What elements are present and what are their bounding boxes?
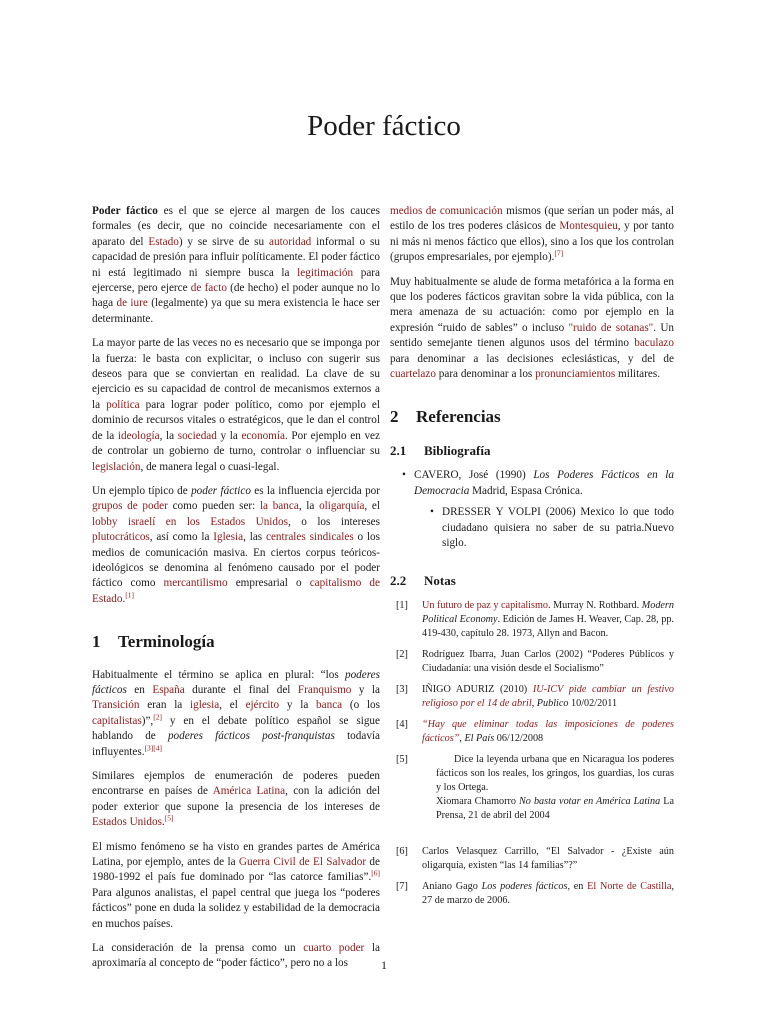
link-pronunciamientos[interactable]: pronunciamientos xyxy=(535,368,616,381)
text: IÑIGO ADURIZ (2010) xyxy=(422,683,533,695)
link-banca[interactable]: banca xyxy=(316,699,343,712)
link-guerra-civil-el-salvador[interactable]: Guerra Civil de El Salvador xyxy=(238,856,367,869)
text: Aniano Gago xyxy=(422,880,482,892)
text: . xyxy=(122,592,126,605)
text: Madrid, Espasa Crónica. xyxy=(469,484,583,497)
citation-7[interactable]: [7] xyxy=(554,248,564,258)
section-title: Referencias xyxy=(416,407,501,427)
text: informal o su capacidad de presión para influir políticamente. El poder fáctico ni está legitimado ni siempre busca la xyxy=(92,235,380,279)
text: Un ejemplo típico de xyxy=(92,484,192,497)
link-centrales-sindicales[interactable]: centrales sindicales xyxy=(265,531,354,544)
link-iglesia-2[interactable]: iglesia xyxy=(190,699,220,712)
citation-3-4[interactable]: [3][4] xyxy=(144,742,163,752)
bold-term: Poder fáctico xyxy=(92,205,158,217)
text: y la xyxy=(279,699,317,712)
note-marker: [6] xyxy=(396,845,408,857)
italic-text: poderes fácticos xyxy=(92,668,380,696)
text: , de manera legal o cuasi-legal. xyxy=(140,460,280,473)
text: , las xyxy=(243,531,266,544)
terminologia-paragraph-3 xyxy=(92,840,380,932)
text: o los medios de comunicación masiva. En ciertos corpus teóricos-ideológicos se denomina al fenómeno causado por el poder fáctico como xyxy=(92,531,380,590)
section-heading-terminologia xyxy=(92,632,380,652)
link-oligarquia[interactable]: oligarquía xyxy=(319,500,365,513)
text: , xyxy=(531,697,537,709)
notes-list xyxy=(390,599,674,908)
text: , con la adición del poder exterior que supone la presencia de los intereses de xyxy=(92,785,380,813)
link-capitalismo-de-estado[interactable]: capitalismo de Estado xyxy=(92,577,380,605)
text: para denominar a los xyxy=(435,368,536,381)
citation-1[interactable]: [1] xyxy=(125,590,134,600)
right-column xyxy=(390,204,674,915)
subsection-heading-notas xyxy=(390,573,674,588)
link-medios-de-comunicacion[interactable]: medios de comunicación xyxy=(390,205,503,217)
text: , la xyxy=(159,429,178,442)
note-item xyxy=(390,599,674,641)
link-espana[interactable]: España xyxy=(152,683,185,696)
note-marker: [1] xyxy=(396,599,408,611)
link-politica[interactable]: política xyxy=(106,398,140,411)
terminologia-paragraph-2 xyxy=(92,769,380,831)
link-montesquieu[interactable]: Montesquieu xyxy=(559,220,618,233)
text: , 27 de marzo de 2006. xyxy=(422,880,674,906)
subsection-title: Notas xyxy=(424,573,456,589)
link-sociedad[interactable]: sociedad xyxy=(177,429,217,442)
note-item xyxy=(390,683,674,711)
link-autoridad[interactable]: autoridad xyxy=(269,235,312,248)
link-transicion[interactable]: Transición xyxy=(92,699,140,712)
quote-text: Dice la leyenda urbana que en Nicaragua los poderes fácticos son los reales, los gringos, los guardias, los curas y los Ortega. xyxy=(436,753,674,793)
link-futuro-de-paz[interactable]: Un futuro de paz y capitalismo xyxy=(422,599,548,611)
text: La Prensa, 21 de abril del 2004 xyxy=(436,795,674,821)
section-heading-referencias xyxy=(390,407,674,427)
text: es la influencia ejercida por xyxy=(250,484,381,497)
continued-paragraph xyxy=(390,204,674,266)
text: (o los xyxy=(342,699,381,712)
text: de 1980-1992 el país fue dominado por “las catorce familias”. xyxy=(92,856,380,884)
note-item xyxy=(390,753,674,823)
italic-text: El País xyxy=(464,732,495,744)
text: Similares ejemplos de enumeración de poderes pueden encontrarse en países de xyxy=(92,770,380,798)
link-iglesia[interactable]: Iglesia xyxy=(213,531,244,544)
note-item xyxy=(390,845,674,873)
text: La consideración de la prensa como un xyxy=(92,942,304,955)
text: . Un sentido semejante tienen algunos usos del término xyxy=(390,321,674,350)
text: Habitualmente el término se aplica en plural: “los xyxy=(92,668,345,681)
link-la-banca[interactable]: la banca xyxy=(259,500,299,513)
text: y en el debate político español se sigue hablando de xyxy=(92,714,380,743)
note-item xyxy=(390,648,674,676)
text: es el que se ejerce al margen de los cauces formales (es decir, que no coincide necesariamente con el aparato del xyxy=(92,205,381,248)
subsection-title: Bibliografía xyxy=(424,442,491,458)
intro-paragraph-3 xyxy=(92,484,380,607)
text: Carlos Velasquez Carrillo, “El Salvador - ¿Existe aún oligarquía, existen “las 14 familias”?” xyxy=(422,845,674,871)
section-title: Terminología xyxy=(118,632,215,652)
link-capitalistas[interactable]: capitalistas xyxy=(92,714,142,727)
note-item xyxy=(390,880,674,908)
text: Para algunos analistas, el papel central que juega los “poderes fácticos” pone en duda la solidez y estabilidad de la democracia en muchos países. xyxy=(92,886,380,930)
link-franquismo[interactable]: Franquismo xyxy=(297,683,352,696)
text: 06/12/2008 xyxy=(494,732,544,744)
italic-text: Los poderes fácticos xyxy=(481,880,568,892)
text: para lograr poder político, como por ejemplo el dominio de recursos vitales o estratégicos, que le dan el control de la xyxy=(92,398,381,442)
text: 10/02/2011 xyxy=(568,697,618,709)
text: la aproximaría al concepto de “poder fáctico”, pero no a los xyxy=(92,942,380,970)
text: DRESSER Y VOLPI (2006) Mexico lo que todo ciudadano quisiera no saber de su patria.Nuevo siglo. xyxy=(442,506,674,549)
page-number: 1 xyxy=(381,958,387,972)
text: ) y se sirve de su xyxy=(178,235,270,248)
text: . xyxy=(161,816,165,829)
link-de-facto[interactable]: de facto xyxy=(190,282,227,295)
link-ideologia[interactable]: ideología xyxy=(117,429,160,442)
text: , el xyxy=(219,699,246,712)
bibliography-item xyxy=(430,505,674,551)
note-item xyxy=(390,718,674,746)
text: mismos (que serían un poder más, al estilo de los tres poderes clásicos de xyxy=(390,205,674,233)
text: , el xyxy=(364,500,380,513)
text: para ejercerse, pero ejerce xyxy=(92,266,380,295)
citation-6[interactable]: [6] xyxy=(371,868,380,878)
italic-text: poder fáctico xyxy=(191,484,251,497)
link-plutocraticos[interactable]: plutocráticos xyxy=(92,531,150,544)
text: en xyxy=(126,683,153,696)
link-de-iure[interactable]: de iure xyxy=(116,297,148,310)
italic-text: No basta votar en América Latina xyxy=(519,795,661,807)
link-america-latina[interactable]: América Latina xyxy=(212,785,286,798)
link-cuartelazo[interactable]: cuartelazo xyxy=(390,368,436,381)
text: CAVERO, José (1990) xyxy=(414,469,534,482)
link-baculazo[interactable]: baculazo xyxy=(634,337,674,350)
intro-paragraph-2 xyxy=(92,336,380,475)
text: . Edición de James H. Weaver, Cap. 28, pp. 419-430, capítulo 28. 1973, Allyn and Bacon. xyxy=(422,613,674,639)
text: El mismo fenómeno se ha visto en grandes partes de América Latina, por ejemplo, antes de la xyxy=(92,840,380,869)
text: (legalmente) ya que su mera existencia le hace ser determinante. xyxy=(92,297,381,325)
link-iu-icv-festivo[interactable]: IU-ICV pide cambiar un festivo religioso por el 14 de abril xyxy=(422,683,674,709)
note-marker: [2] xyxy=(396,648,408,660)
intro-paragraph-1 xyxy=(92,204,380,327)
text: , y por tanto ni más ni menos fáctico que ellos), sino a los que los controlan (grupos empresariales, por ejemplo). xyxy=(390,220,674,264)
note-marker: [5] xyxy=(396,753,408,765)
text: Xiomara Chamorro xyxy=(436,795,520,807)
text: La mayor parte de las veces no es necesario que se imponga por la fuerza: le basta con explicitar, o incluso con sugerir sus deseos para que se conviertan en realidad. La clave de su ejercicio es su capacidad de control de mecanismos externos a la xyxy=(92,337,380,411)
text: (de hecho) el poder aunque no lo haga xyxy=(92,282,380,310)
text: , o los intereses xyxy=(287,515,380,528)
text: empresarial o xyxy=(227,577,310,590)
section-number: 2 xyxy=(390,407,399,427)
bibliography-item xyxy=(402,468,674,551)
bibliography-list xyxy=(390,468,674,551)
italic-text: Publico xyxy=(536,697,569,709)
text: . Murray N. Rothbard. xyxy=(548,599,642,611)
text: . Por ejemplo en vez de controlar un gobierno de turno, controlar o influenciar su xyxy=(92,429,380,458)
text: y la xyxy=(216,429,242,442)
link-estado[interactable]: Estado xyxy=(148,235,179,248)
italic-text: Los Poderes Fácticos en la Democracia xyxy=(414,469,674,497)
text: todavía influyentes. xyxy=(92,730,380,758)
text: , en xyxy=(567,880,588,892)
note-marker: [7] xyxy=(396,880,408,892)
text: militares. xyxy=(615,368,660,381)
text: eran la xyxy=(139,699,191,712)
nested-bibliography-list xyxy=(414,505,674,551)
italic-text: Modern Political Economy xyxy=(422,599,674,625)
text: durante el final del xyxy=(184,683,298,696)
citation-5[interactable]: [5] xyxy=(164,813,174,823)
link-eliminar-imposiciones[interactable]: “Hay que eliminar todas las imposiciones de poderes fácticos” xyxy=(422,718,674,744)
link-mercantilismo[interactable]: mercantilismo xyxy=(163,577,228,590)
citation-2[interactable]: [2] xyxy=(153,712,162,722)
page-title: Poder fáctico xyxy=(307,110,461,142)
link-cuarto-poder[interactable]: cuarto poder xyxy=(303,942,365,955)
link-legislacion[interactable]: legislación xyxy=(92,460,141,473)
left-column xyxy=(92,204,380,981)
text: para denominar a las decisiones eclesiásticas, y del de xyxy=(390,352,674,365)
link-ejercito[interactable]: ejército xyxy=(245,699,280,712)
text: , así como la xyxy=(149,531,214,544)
subsection-number: 2.1 xyxy=(390,442,407,458)
italic-text: poderes fácticos post-franquistas xyxy=(167,730,335,743)
section-number: 1 xyxy=(92,632,101,652)
link-estados-unidos[interactable]: Estados Unidos xyxy=(92,816,162,829)
subsection-number: 2.2 xyxy=(390,573,407,589)
link-grupos-de-poder[interactable]: grupos de poder xyxy=(92,500,168,513)
note-marker: [4] xyxy=(396,718,408,730)
block-quote xyxy=(436,753,674,823)
text: )”, xyxy=(141,714,154,727)
text: , xyxy=(459,732,465,744)
terminologia-paragraph-1 xyxy=(92,668,380,760)
text: , la xyxy=(298,500,320,513)
link-economia[interactable]: economía xyxy=(241,429,285,442)
link-ruido-de-sotanas[interactable]: "ruido de sotanas" xyxy=(568,321,654,334)
text: y la xyxy=(351,683,381,696)
link-legitimacion[interactable]: legitimación xyxy=(297,266,354,279)
note-marker: [3] xyxy=(396,683,408,695)
text: Muy habitualmente se alude de forma metafórica a la forma en que los poderes fácticos gravitan sobre la vida pública, con la mera amenaza de su actuación: como por ejemplo en la expresión “ruido de sables” o incluso xyxy=(390,275,674,334)
link-lobby-israeli[interactable]: lobby israelí en los Estados Unidos xyxy=(92,515,288,528)
link-el-norte-de-castilla[interactable]: El Norte de Castilla xyxy=(587,880,672,892)
metaphor-paragraph xyxy=(390,275,674,383)
subsection-heading-bibliografia xyxy=(390,443,674,458)
text: como pueden ser: xyxy=(167,500,260,513)
text: Rodríguez Ibarra, Juan Carlos (2002) “Poderes Públicos y Ciudadanía: una visión desde el Socialismo” xyxy=(422,648,674,674)
